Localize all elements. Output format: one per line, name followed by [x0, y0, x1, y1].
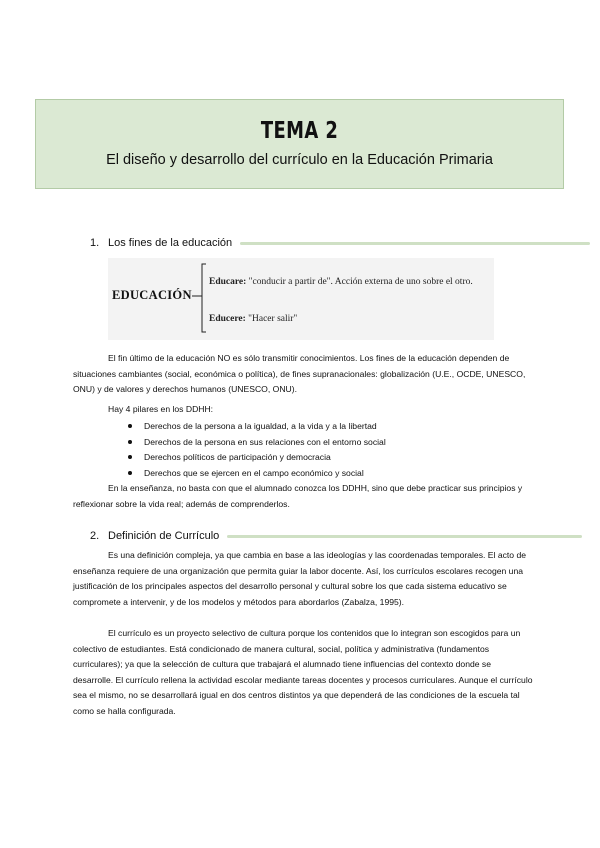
- section-1-paragraph-1: El fin último de la educación NO es sólo transmitir conocimientos. Los fines de la educación dependen de situaciones cambiantes (social, económica o política), de fines supranacionales: globalización (U.E., OCDE, UNESCO, ONU) y de valores y derechos humanos (UNESCO, ONU).: [73, 353, 526, 395]
- diagram-item-educare: [209, 277, 494, 288]
- page-subtitle: El diseño y desarrollo del currículo en la Educación Primaria: [106, 152, 493, 168]
- title-box: [35, 99, 564, 189]
- section-1-number: 1.: [90, 237, 100, 249]
- list-item: Derechos políticos de participación y democracia: [128, 450, 386, 466]
- section-2-paragraph-2: El currículo es un proyecto selectivo de cultura porque los contenidos que lo integran son escogidos para un colectivo de estudiantes. Está condicionado de manera cultural, social, política y administrativa (fundamentos curriculares); ya que la selección de cultura que trabajará el alumnado tiene influencias del contexto donde se desarrolle. El currículo rellena la actividad escolar mediante tareas docentes y procesos curriculares. Aunque el currículo sea el mismo, no se desarrollará igual en dos centros distintos ya que dependerá de las condiciones de la escuela tal como se halla configurada.: [73, 628, 533, 716]
- section-1-title: Los fines de la educación: [108, 237, 233, 249]
- list-item: Derechos de la persona en sus relaciones con el entorno social: [128, 435, 386, 451]
- section-1-divider: [240, 242, 590, 245]
- education-diagram: [108, 258, 494, 340]
- educere-term: Educere:: [209, 314, 246, 324]
- section-2-divider: [227, 535, 582, 538]
- diagram-brace: [108, 258, 494, 340]
- diagram-item-educere: [209, 314, 494, 325]
- diagram-root: EDUCACIÓN: [112, 288, 192, 302]
- section-1-paragraph-2: En la enseñanza, no basta con que el alumnado conozca los DDHH, sino que debe practicar sus principios y reflexionar sobre la vida real; además de comprenderlos.: [73, 483, 523, 509]
- section-2-paragraph-1: Es una definición compleja, ya que cambia en base a las ideologías y las coordenadas temporales. El acto de enseñanza requiere de una organización que permita guiar la labor docente. Así, los currículos escolares recogen una justificación de los principales aspectos del desarrollo personal y cultural sobre los que cada sistema educativo se compromete a intervenir, y de los modelos y métodos para abordarlos (Zabalza, 1995).: [73, 550, 527, 607]
- section-2-heading: [90, 530, 582, 542]
- section-2-title: Definición de Currículo: [108, 530, 220, 542]
- educare-definition: "conducir a partir de". Acción externa de uno sobre el otro.: [248, 277, 473, 287]
- list-item: Derechos de la persona a la igualdad, a la vida y a la libertad: [128, 419, 386, 435]
- section-2-number: 2.: [90, 530, 100, 542]
- pillars-intro: Hay 4 pilares en los DDHH:: [108, 404, 214, 414]
- educere-definition: "Hacer salir": [248, 314, 298, 324]
- pillars-list: [128, 419, 386, 481]
- list-item: Derechos que se ejercen en el campo económico y social: [128, 466, 386, 482]
- educare-term: Educare:: [209, 277, 247, 287]
- section-1-heading: [90, 237, 590, 249]
- page-title: TEMA 2: [260, 118, 339, 144]
